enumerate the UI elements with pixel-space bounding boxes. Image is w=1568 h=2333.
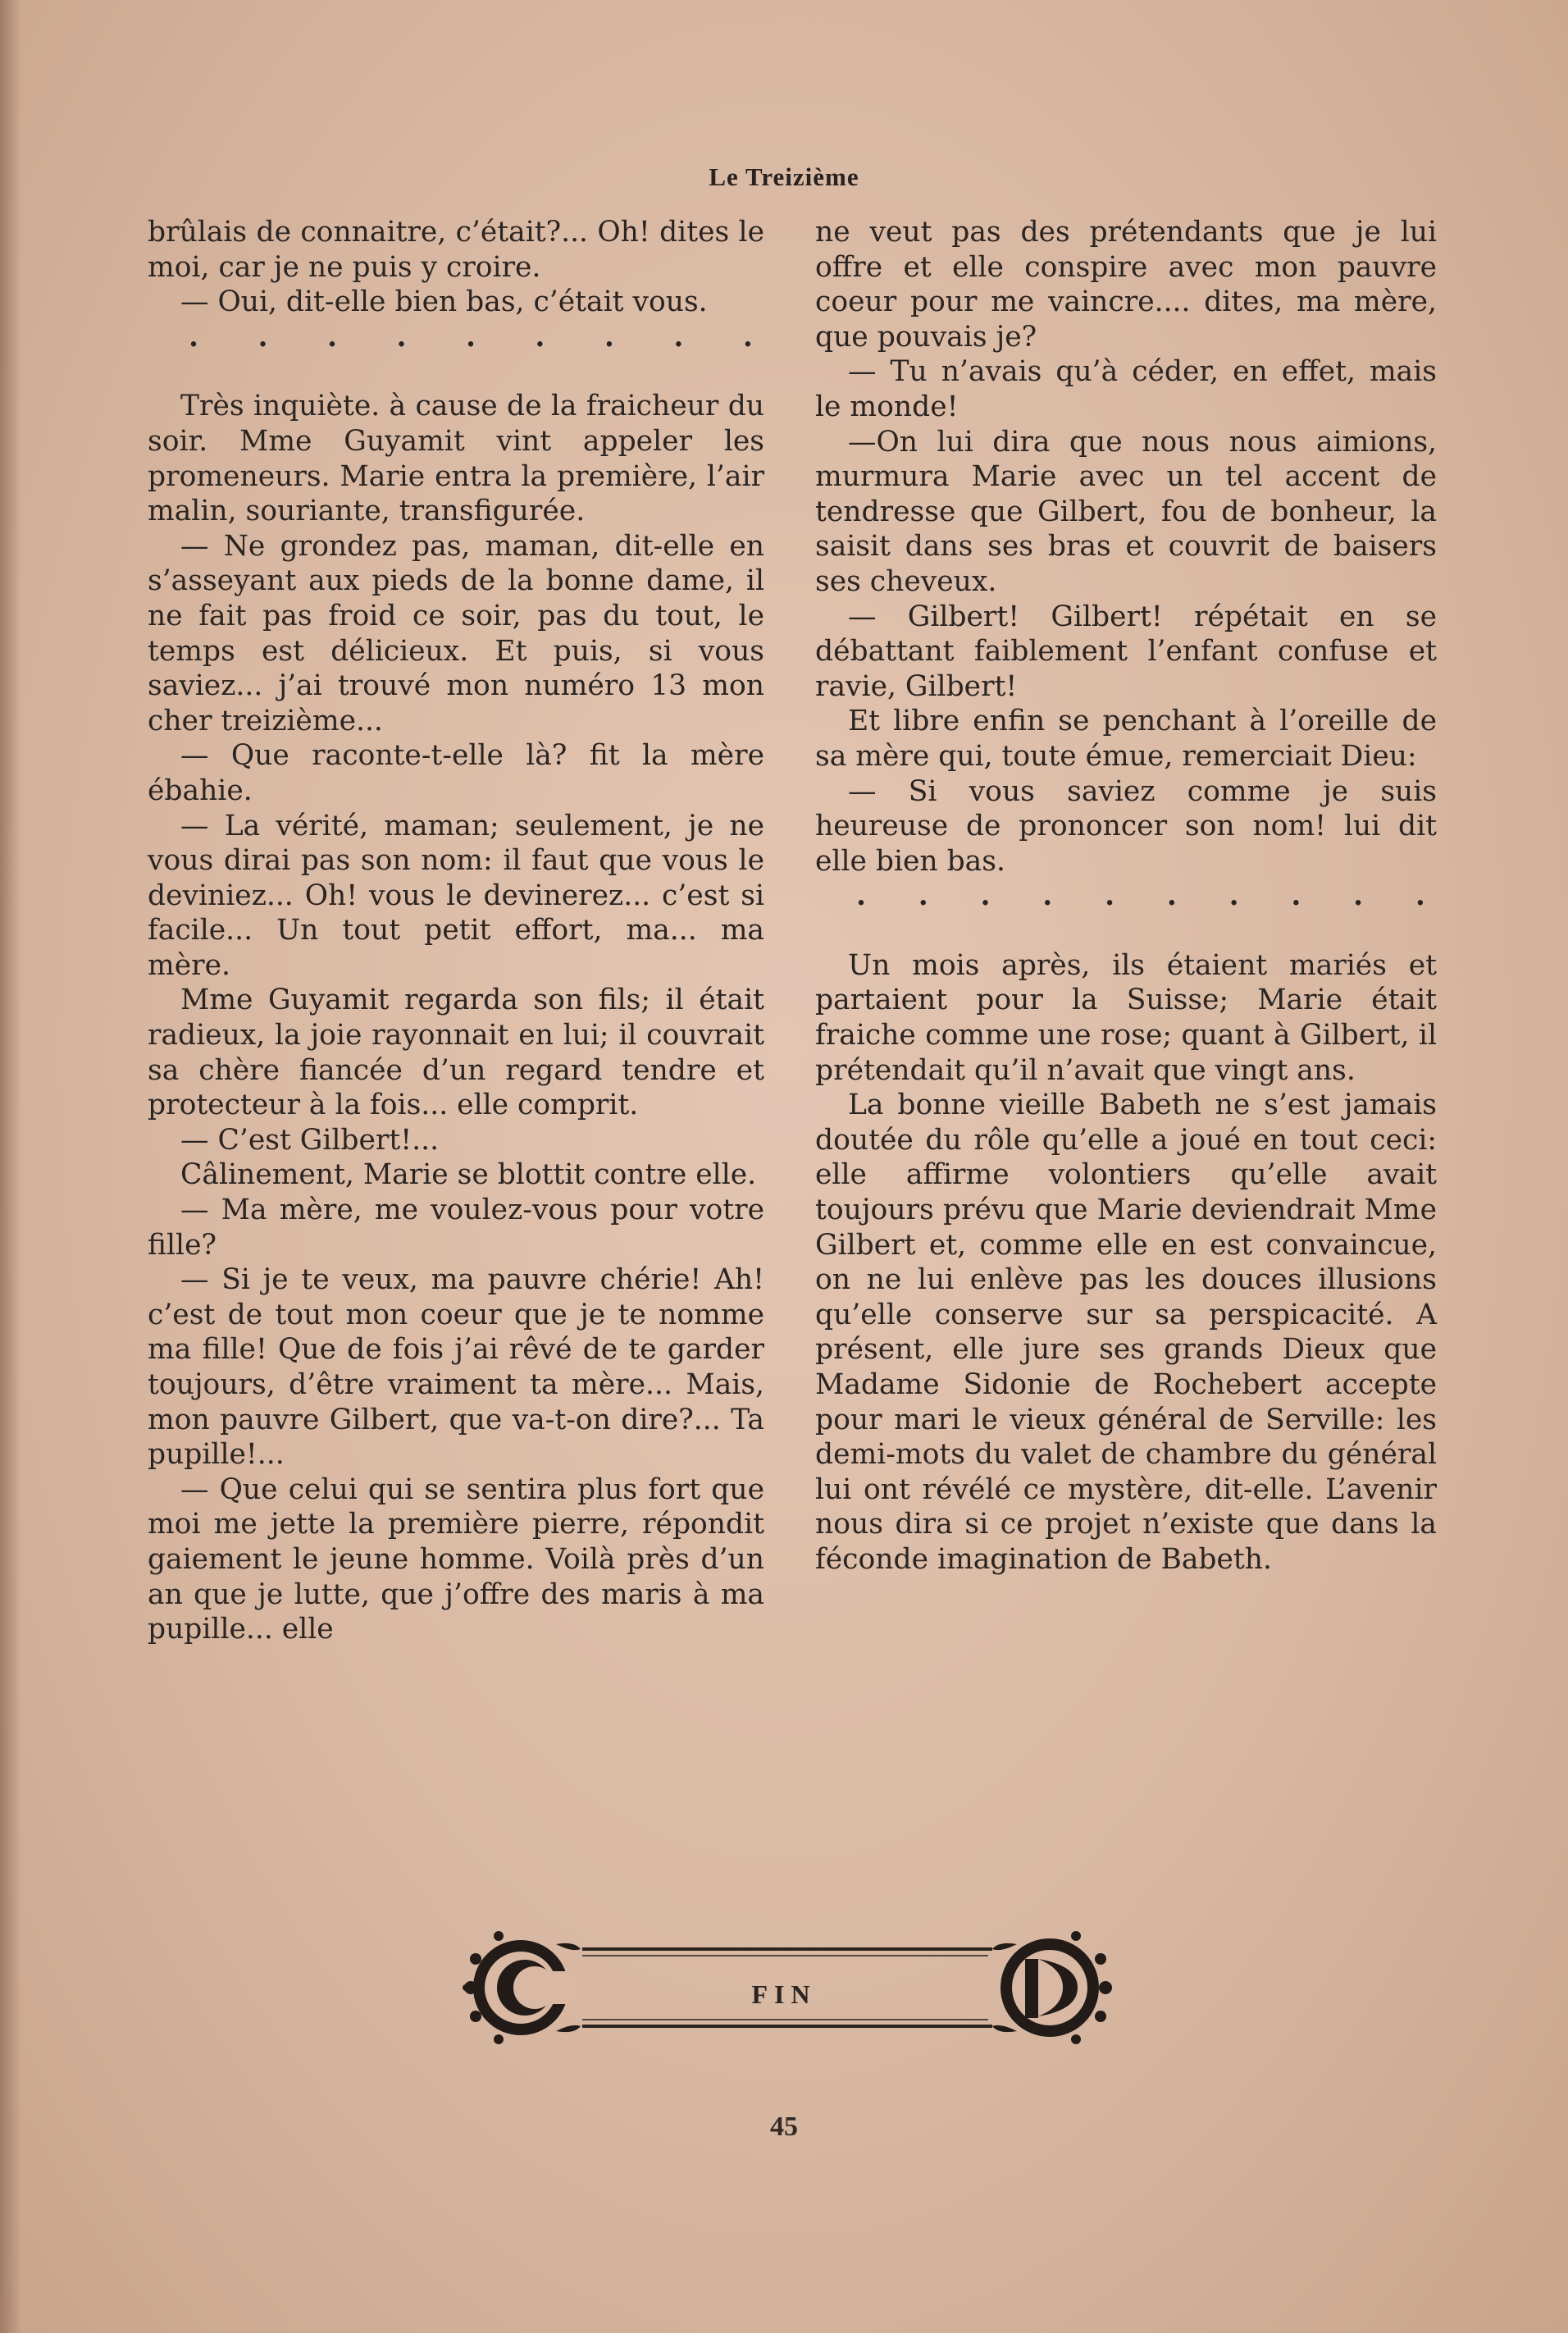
- paragraph: —On lui dira que nous nous aimions, murmura Marie avec un tel accent de tendresse que Gilbert, fou de bonheur, la saisit dans ses bras et couvrit de baisers ses cheveux.: [815, 425, 1437, 598]
- section-break-dots: . . . . . . . . . .: [856, 879, 1425, 913]
- fin-label: FIN: [751, 1979, 817, 2009]
- paragraph: — Ma mère, me voulez-vous pour votre fille?: [148, 1194, 764, 1262]
- paragraph: — Gilbert! Gilbert! répétait en se débattant faiblement l’enfant confuse et ravie, Gilbert!: [815, 600, 1437, 703]
- paragraph: — Oui, dit-elle bien bas, c’était vous.: [180, 285, 708, 319]
- paragraph: Un mois après, ils étaient mariés et partaient pour la Suisse; Marie était fraiche comme une rose; quant à Gilbert, il prétendait qu’il n’avait que vingt ans.: [815, 948, 1437, 1087]
- paragraph: Câlinement, Marie se blottit contre elle.: [180, 1158, 757, 1192]
- left-column: [148, 215, 764, 1647]
- page-number: 45: [770, 2112, 798, 2142]
- running-title: Le Treizième: [709, 162, 859, 191]
- paragraph: — Ne grondez pas, maman, dit-elle en s’asseyant aux pieds de la bonne dame, il ne fait pas froid ce soir, pas du tout, le temps est délicieux. Et puis, si vous saviez... j’ai trouvé mon numéro 13 mon cher treizième...: [148, 529, 764, 737]
- paragraph: — Si je te veux, ma pauvre chérie! Ah! c’est de tout mon coeur que je te nomme ma fille! Que de fois j’ai rêvé de te garder toujours, d’être vraiment ta mère... Mais, mon pauvre Gilbert, que va-t-on dire?... Ta pupille!...: [148, 1263, 764, 1472]
- paragraph: ne veut pas des prétendants que je lui offre et elle conspire avec mon pauvre coeur pour me vaincre.... dites, ma mère, que pouvais je?: [815, 216, 1437, 354]
- paragraph: — Si vous saviez comme je suis heureuse de prononcer son nom! lui dit elle bien bas.: [815, 774, 1437, 878]
- paragraph: La bonne vieille Babeth ne s’est jamais doutée du rôle qu’elle a joué en tout ceci: elle affirme volontiers qu’elle avait toujours prévu que Marie deviendrait Mme Gilbert et, comme elle en est convaincue, on ne lui enlève pas les douces illusions qu’elle conserve sur sa perspicacité. A présent, elle jure ses grands Dieux que Madame Sidonie de Rochebert accepte pour mari le vieux général de Serville: les demi-mots du valet de chambre du général lui ont révélé ce mystère, dit-elle. L’avenir nous dira si ce projet n’existe que dans la féconde imagination de Babeth.: [815, 1089, 1437, 1576]
- right-column: [815, 215, 1437, 1577]
- paragraph: — C’est Gilbert!...: [180, 1123, 440, 1157]
- paragraph: — La vérité, maman; seulement, je ne vous dirai pas son nom: il faut que vous le deviniez... Oh! vous le devinerez... c’est si facile... Un tout petit effort, ma... ma mère.: [148, 809, 764, 982]
- paragraph: — Que raconte-t-elle là? fit la mère ébahie.: [148, 739, 764, 807]
- section-break-dots: . . . . . . . . .: [189, 320, 753, 354]
- paragraph: Et libre enfin se penchant à l’oreille de sa mère qui, toute émue, remerciait Dieu:: [815, 705, 1437, 773]
- paragraph: — Que celui qui se sentira plus fort que moi me jette la première pierre, répondit gaiement le jeune homme. Voilà près d’un an que je lutte, que j’offre des maris à ma pupille... elle: [148, 1472, 764, 1646]
- paragraph: Mme Guyamit regarda son fils; il était radieux, la joie rayonnait en lui; il couvrait sa chère fiancée d’un regard tendre et protecteur à la fois... elle comprit.: [148, 984, 764, 1122]
- paragraph: Très inquiète. à cause de la fraicheur du soir. Mme Guyamit vint appeler les promeneurs. Marie entra la première, l’air malin, souriante, transfigurée.: [148, 390, 764, 528]
- paragraph: brûlais de connaitre, c’était?... Oh! dites le moi, car je ne puis y croire.: [148, 216, 764, 284]
- paragraph: — Tu n’avais qu’à céder, en effet, mais le monde!: [815, 355, 1437, 423]
